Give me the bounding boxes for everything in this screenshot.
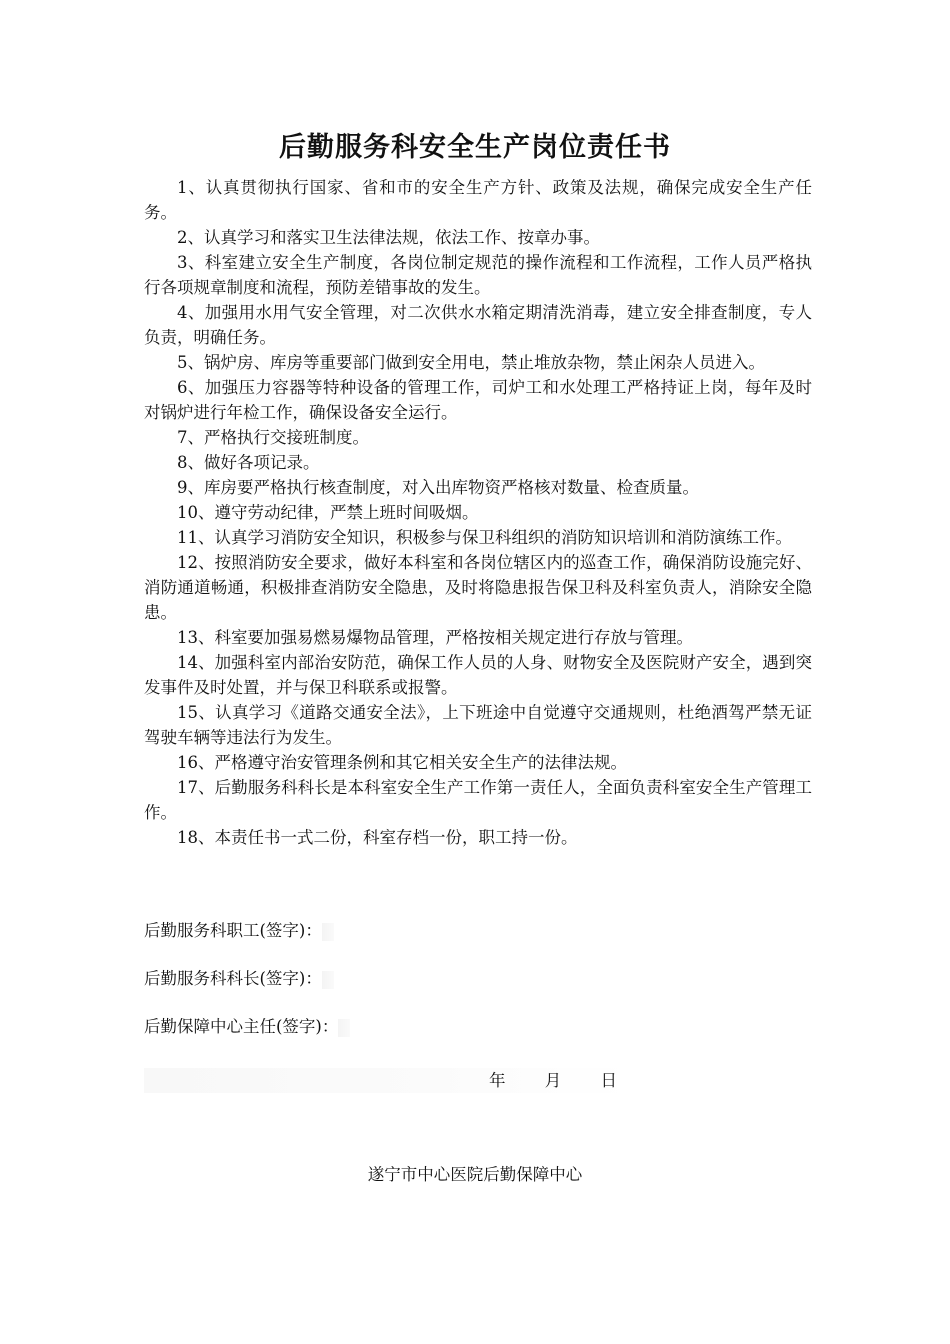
clause-item: 6、加强压力容器等特种设备的管理工作，司炉工和水处理工严格持证上岗，每年及时对锅炉进行年检工作，确保设备安全运行。: [144, 378, 812, 422]
clause-item: 3、科室建立安全生产制度，各岗位制定规范的操作流程和工作流程，工作人员严格执行各项规章制度和流程，预防差错事故的发生。: [144, 253, 812, 297]
clause-item: 11、认真学习消防安全知识，积极参与保卫科组织的消防知识培训和消防演练工作。: [177, 528, 792, 547]
document-title: 后勤服务科安全生产岗位责任书: [279, 132, 671, 163]
clause-item: 18、本责任书一式二份，科室存档一份，职工持一份。: [177, 828, 578, 847]
clause-item: 10、遵守劳动纪律，严禁上班时间吸烟。: [177, 503, 479, 522]
signature-blank-center-director[interactable]: [338, 1019, 350, 1037]
clause-item: 12、按照消防安全要求，做好本科室和各岗位辖区内的巡查工作，确保消防设施完好、消防通道畅通，积极排查消防安全隐患，及时将隐患报告保卫科及科室负责人，消除安全隐患。: [144, 553, 812, 622]
issuer-name: 遂宁市中心医院后勤保障中心: [367, 1165, 583, 1184]
signature-label-section-chief: 后勤服务科科长(签字)：: [144, 969, 322, 988]
date-row: [144, 1068, 632, 1093]
clause-item: 15、认真学习《道路交通安全法》，上下班途中自觉遵守交通规则，杜绝酒驾严禁无证驾驶车辆等违法行为发生。: [144, 703, 812, 747]
date-month-label: 月: [544, 1071, 562, 1090]
clause-item: 14、加强科室内部治安防范，确保工作人员的人身、财物安全及医院财产安全，遇到突发事件及时处置，并与保卫科联系或报警。: [144, 653, 812, 697]
clause-item: 7、严格执行交接班制度。: [177, 428, 369, 447]
clause-item: 4、加强用水用气安全管理，对二次供水水箱定期清洗消毒，建立安全排查制度，专人负责，明确任务。: [144, 303, 812, 347]
date-year-label: 年: [489, 1071, 506, 1090]
clause-item: 16、严格遵守治安管理条例和其它相关安全生产的法律法规。: [177, 753, 627, 772]
clause-item: 5、锅炉房、库房等重要部门做到安全用电，禁止堆放杂物，禁止闲杂人员进入。: [177, 353, 765, 372]
signature-label-center-director: 后勤保障中心主任(签字)：: [144, 1017, 339, 1036]
clause-item: 17、后勤服务科科长是本科室安全生产工作第一责任人，全面负责科室安全生产管理工作。: [144, 778, 812, 822]
signature-block: [144, 918, 744, 1062]
clause-item: 9、库房要严格执行核查制度，对入出库物资严格核对数量、检查质量。: [177, 478, 699, 497]
signature-line-staff: [144, 918, 744, 943]
clause-item: 8、做好各项记录。: [177, 453, 320, 472]
clause-item: 13、科室要加强易燃易爆物品管理，严格按相关规定进行存放与管理。: [177, 628, 693, 647]
clause-list: [144, 175, 812, 850]
signature-blank-staff[interactable]: [322, 923, 334, 941]
date-fields: [489, 1068, 651, 1093]
date-day-label: 日: [600, 1071, 617, 1090]
signature-label-staff: 后勤服务科职工(签字)：: [144, 921, 322, 940]
clause-item: 2、认真学习和落实卫生法律法规，依法工作、按章办事。: [177, 228, 600, 247]
signature-line-section-chief: [144, 966, 744, 991]
signature-line-center-director: [144, 1014, 744, 1039]
signature-blank-section-chief[interactable]: [322, 971, 334, 989]
clause-item: 1、认真贯彻执行国家、省和市的安全生产方针、政策及法规，确保完成安全生产任务。: [144, 178, 812, 222]
